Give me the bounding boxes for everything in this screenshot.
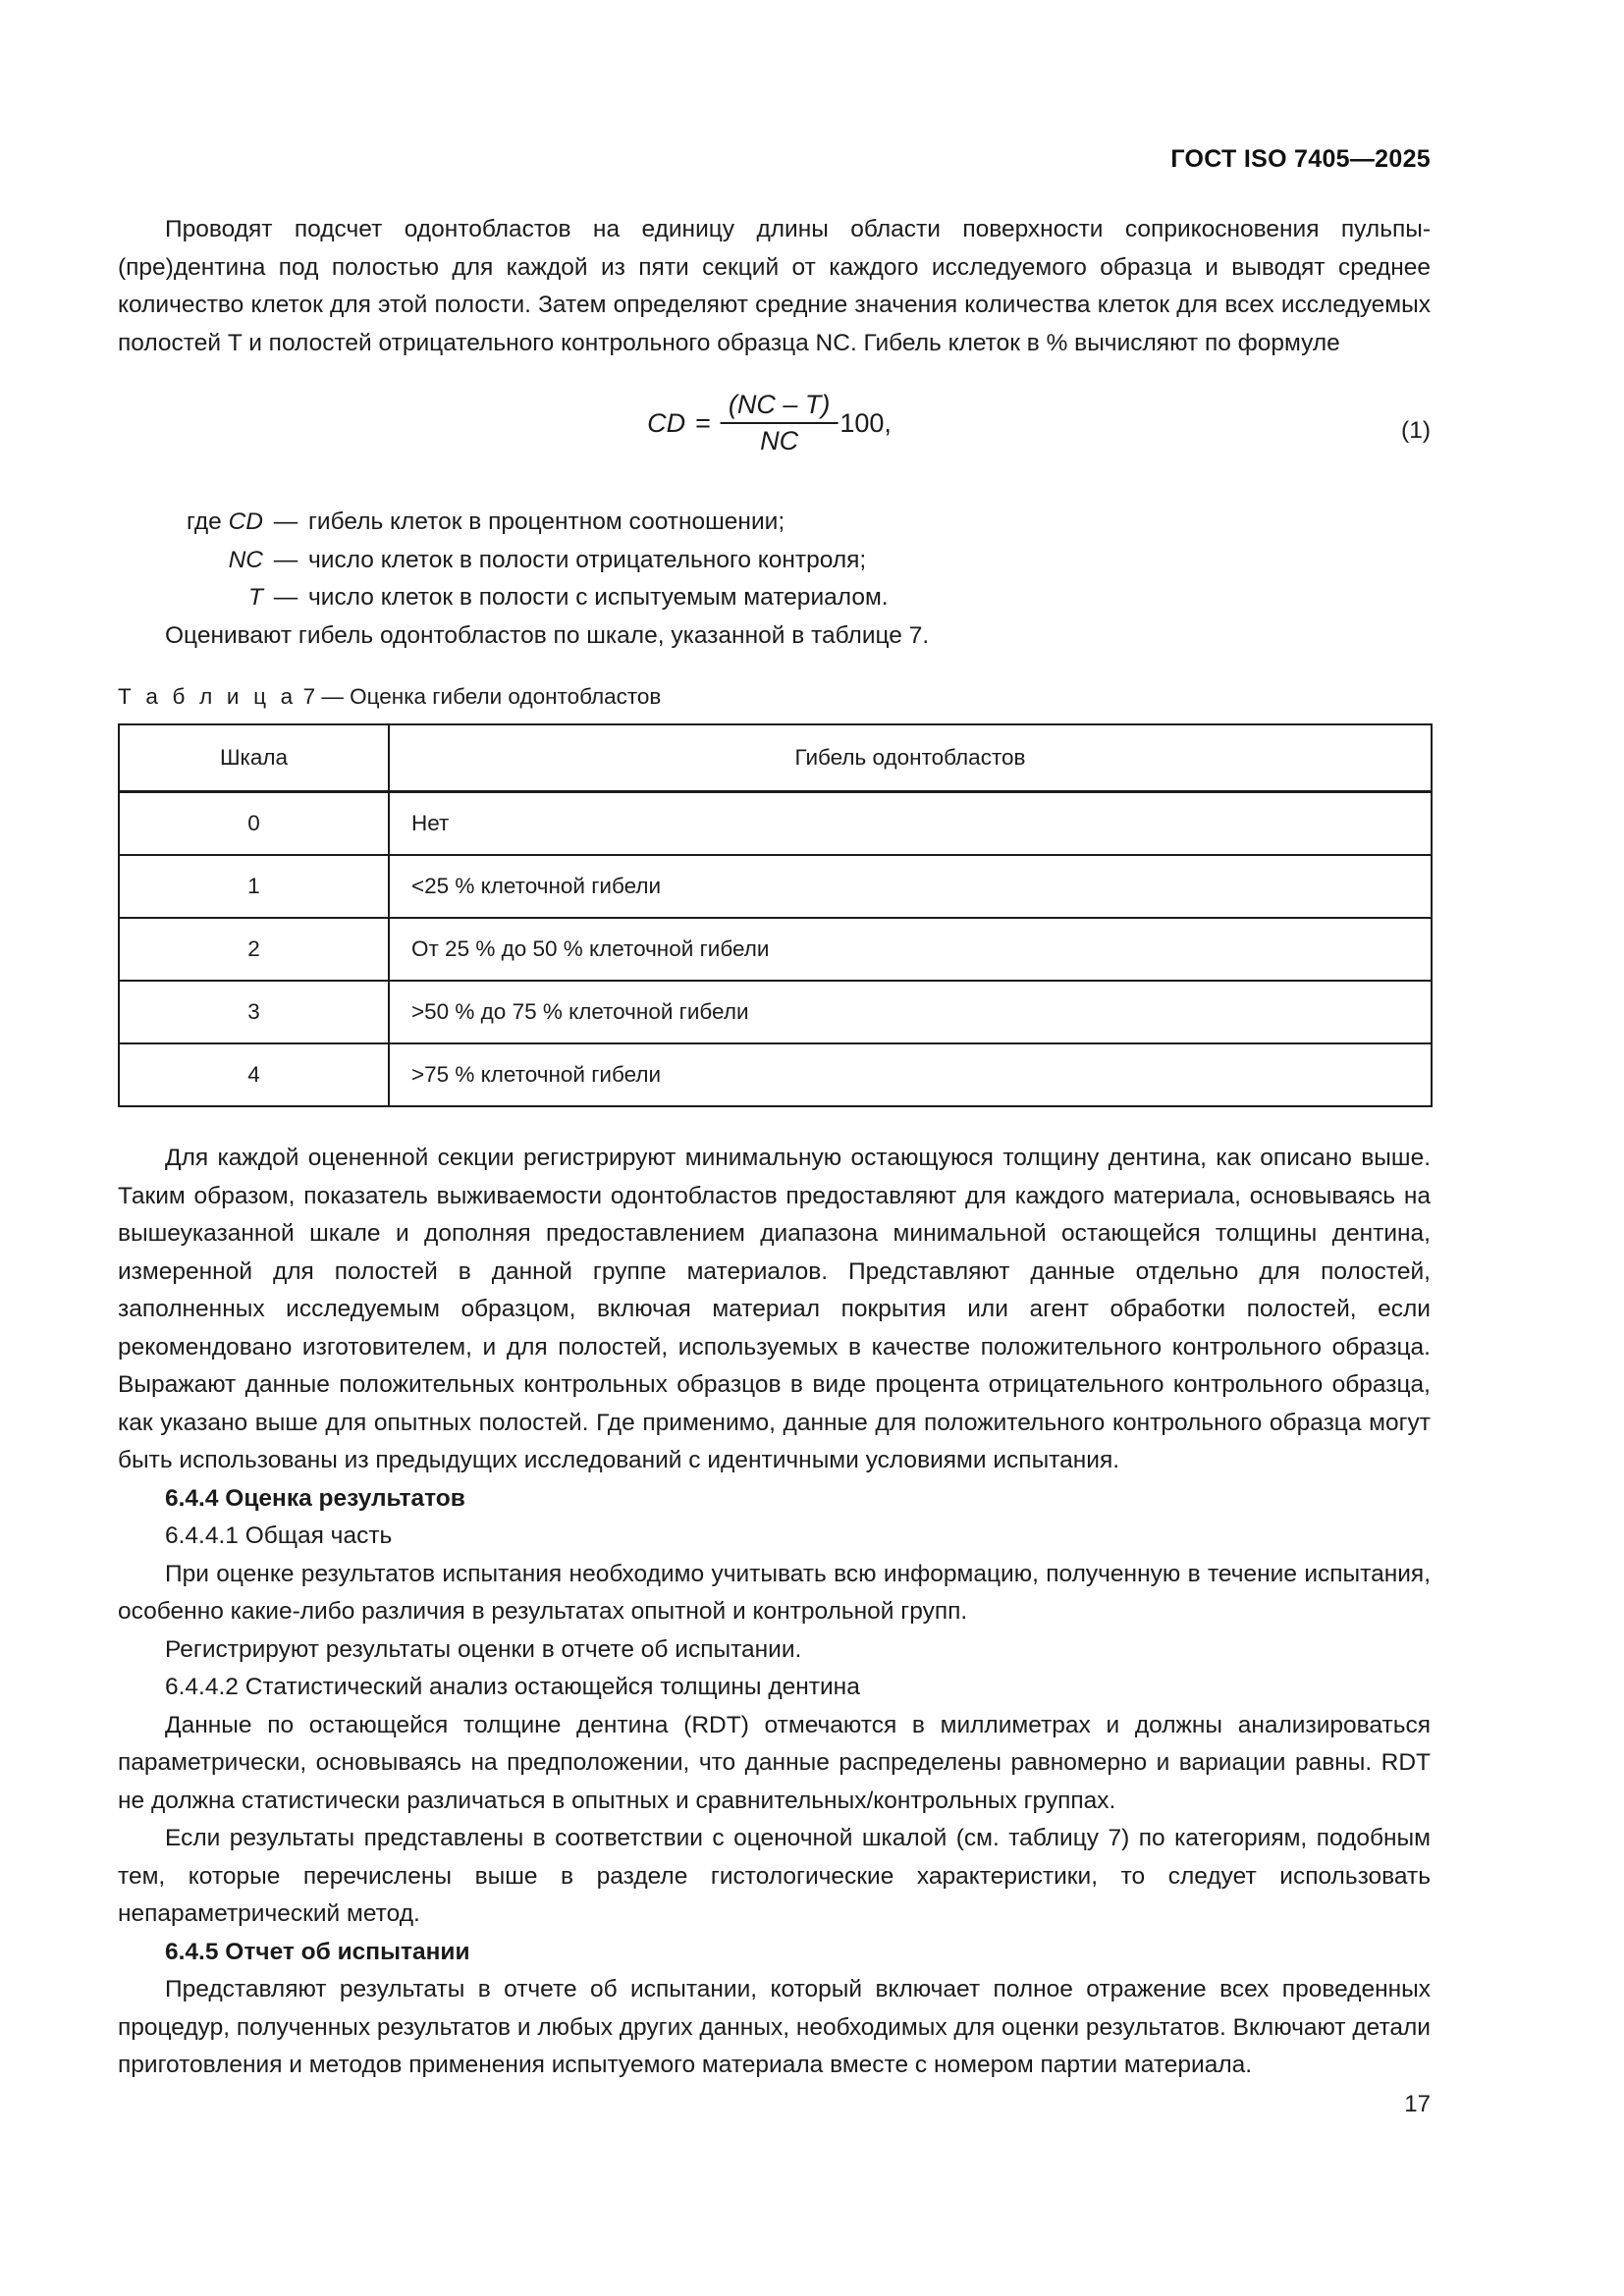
table-cell-scale: 4: [119, 1043, 389, 1106]
intro-paragraph: Проводят подсчет одонтобластов на единицу длины области поверхности соприкосновения пульпы-(пре)дентина под полостью для каждой из пяти секций от каждого исследуемого образца и выводят среднее количество клеток для этой полости. Затем определяют средние значения количества клеток для всех исследуемых полостей T и полостей отрицательного контрольного образца NC. Гибель клеток в % вычисляют по формуле: [118, 216, 1431, 356]
definition-text: число клеток в полости отрицательного контроля;: [308, 546, 867, 573]
table-cell-description: Нет: [389, 792, 1432, 856]
table-header-row: [119, 724, 1432, 792]
table-cell-scale: 1: [119, 855, 389, 918]
heading-6-4-4: 6.4.4 Оценка результатов: [165, 1484, 465, 1512]
formula-definitions: [118, 504, 1431, 617]
formula-multiplier: 100,: [839, 407, 892, 438]
definition-row: [118, 542, 1431, 580]
table-caption-rest: 7 — Оценка гибели одонтобластов: [297, 684, 662, 709]
paragraph-6-4-4-2-b: Если результаты представлены в соответствии с оценочной шкалой (см. таблицу 7) по категориям, подобным тем, которые перечислены выше в разделе гистологические характеристики, то следует использовать непараметрический метод.: [118, 1825, 1431, 1927]
heading-6-4-4-2: 6.4.4.2 Статистический анализ остающейся толщины дентина: [165, 1674, 860, 1700]
paragraph-6-4-5: Представляют результаты в отчете об испытании, который включает полное отражение всех проведенных процедур, полученных результатов и любых других данных, необходимых для оценки результатов. Включают детали приготовления и методов применения испытуемого материала вместе с номером партии материала.: [118, 1976, 1431, 2078]
table-cell-scale: 2: [119, 918, 389, 981]
table-header-scale: Шкала: [119, 724, 389, 792]
definition-symbol-value: CD: [228, 508, 263, 535]
paragraph-after-table: Для каждой оцененной секции регистрируют минимальную остающуюся толщину дентина, как описано выше. Таким образом, показатель выживаемости одонтобластов предоставляют для каждого материала, основываясь на вышеуказанной шкале и дополняя предоставлением диапазона минимальной остающейся толщины дентина, измеренной для полостей в данной группе материалов. Представляют данные отдельно для полостей, заполненных исследуемым образцом, включая материал покрытия или агент обработки полостей, если рекомендовано изготовителем, и для полостей, используемых в качестве положительного контрольного образца. Выражают данные положительных контрольных образцов в виде процента отрицательного контрольного образца, как указано выше для опытных полостей. Где применимо, данные для положительного контрольного образца могут быть использованы из предыдущих исследований с идентичными условиями испытания.: [118, 1145, 1431, 1473]
definition-dash: —: [273, 508, 298, 535]
heading-6-4-4-1: 6.4.4.1 Общая часть: [165, 1522, 393, 1549]
definition-text: гибель клеток в процентном соотношении;: [308, 508, 785, 535]
definition-symbol-value: T: [248, 584, 263, 611]
formula-equals: =: [695, 407, 711, 438]
definition-text: число клеток в полости с испытуемым материалом.: [308, 584, 889, 611]
paragraph-6-4-4-1-a: При оценке результатов испытания необходимо учитывать всю информацию, полученную в течение испытания, особенно какие-либо различия в результатах опытной и контрольной групп.: [118, 1560, 1431, 1625]
table-header-death: Гибель одонтобластов: [389, 724, 1432, 792]
table-cell-description: >50 % до 75 % клеточной гибели: [389, 981, 1432, 1043]
where-label: где: [187, 508, 222, 535]
table-row: [119, 918, 1432, 981]
formula-number: (1): [1401, 417, 1431, 444]
definition-symbol: [118, 542, 263, 580]
formula-lhs: CD: [647, 407, 686, 438]
table-caption-word: Т а б л и ц а: [118, 684, 298, 709]
definition-symbol: [118, 504, 263, 542]
definition-dash: —: [273, 584, 298, 611]
paragraph-6-4-4-1-b: Регистрируют результаты оценки в отчете об испытании.: [165, 1635, 802, 1663]
heading-6-4-5: 6.4.5 Отчет об испытании: [165, 1938, 470, 1965]
table-cell-description: >75 % клеточной гибели: [389, 1043, 1432, 1106]
definition-dash: —: [273, 546, 298, 573]
table-cell-scale: 3: [119, 981, 389, 1043]
paragraph-6-4-4-2-a: Данные по остающейся толщине дентина (RDT) отмечаются в миллиметрах и должны анализироваться параметрически, основываясь на предположении, что данные распределены равномерно и вариации равны. RDT не должна статистически различаться в опытных и сравнительных/контрольных группах.: [118, 1711, 1431, 1814]
page-number: 17: [1404, 2091, 1431, 2117]
table-row: [119, 792, 1432, 856]
table-caption: [118, 684, 1431, 710]
odontoblast-death-table: [118, 723, 1433, 1107]
formula-block: [118, 384, 1431, 478]
document-content: [118, 211, 1431, 2085]
page-header-standard-number: ГОСТ ISO 7405—2025: [1170, 145, 1431, 173]
table-row: [119, 855, 1432, 918]
table-cell-scale: 0: [119, 792, 389, 856]
formula-numerator: (NC – T): [728, 390, 831, 419]
table-cell-description: От 25 % до 50 % клеточной гибели: [389, 918, 1432, 981]
definition-symbol: [118, 579, 263, 617]
table-row: [119, 1043, 1432, 1106]
definition-row: [118, 579, 1431, 617]
definition-symbol-value: NC: [228, 546, 263, 573]
definition-row: [118, 504, 1431, 542]
table-cell-description: <25 % клеточной гибели: [389, 855, 1432, 918]
formula-denominator: NC: [760, 426, 799, 455]
formula-fraction: [721, 390, 839, 456]
cell-death-formula: [647, 390, 892, 456]
scale-reference-paragraph: Оценивают гибель одонтобластов по шкале, указанной в таблице 7.: [165, 621, 930, 649]
table-row: [119, 981, 1432, 1043]
